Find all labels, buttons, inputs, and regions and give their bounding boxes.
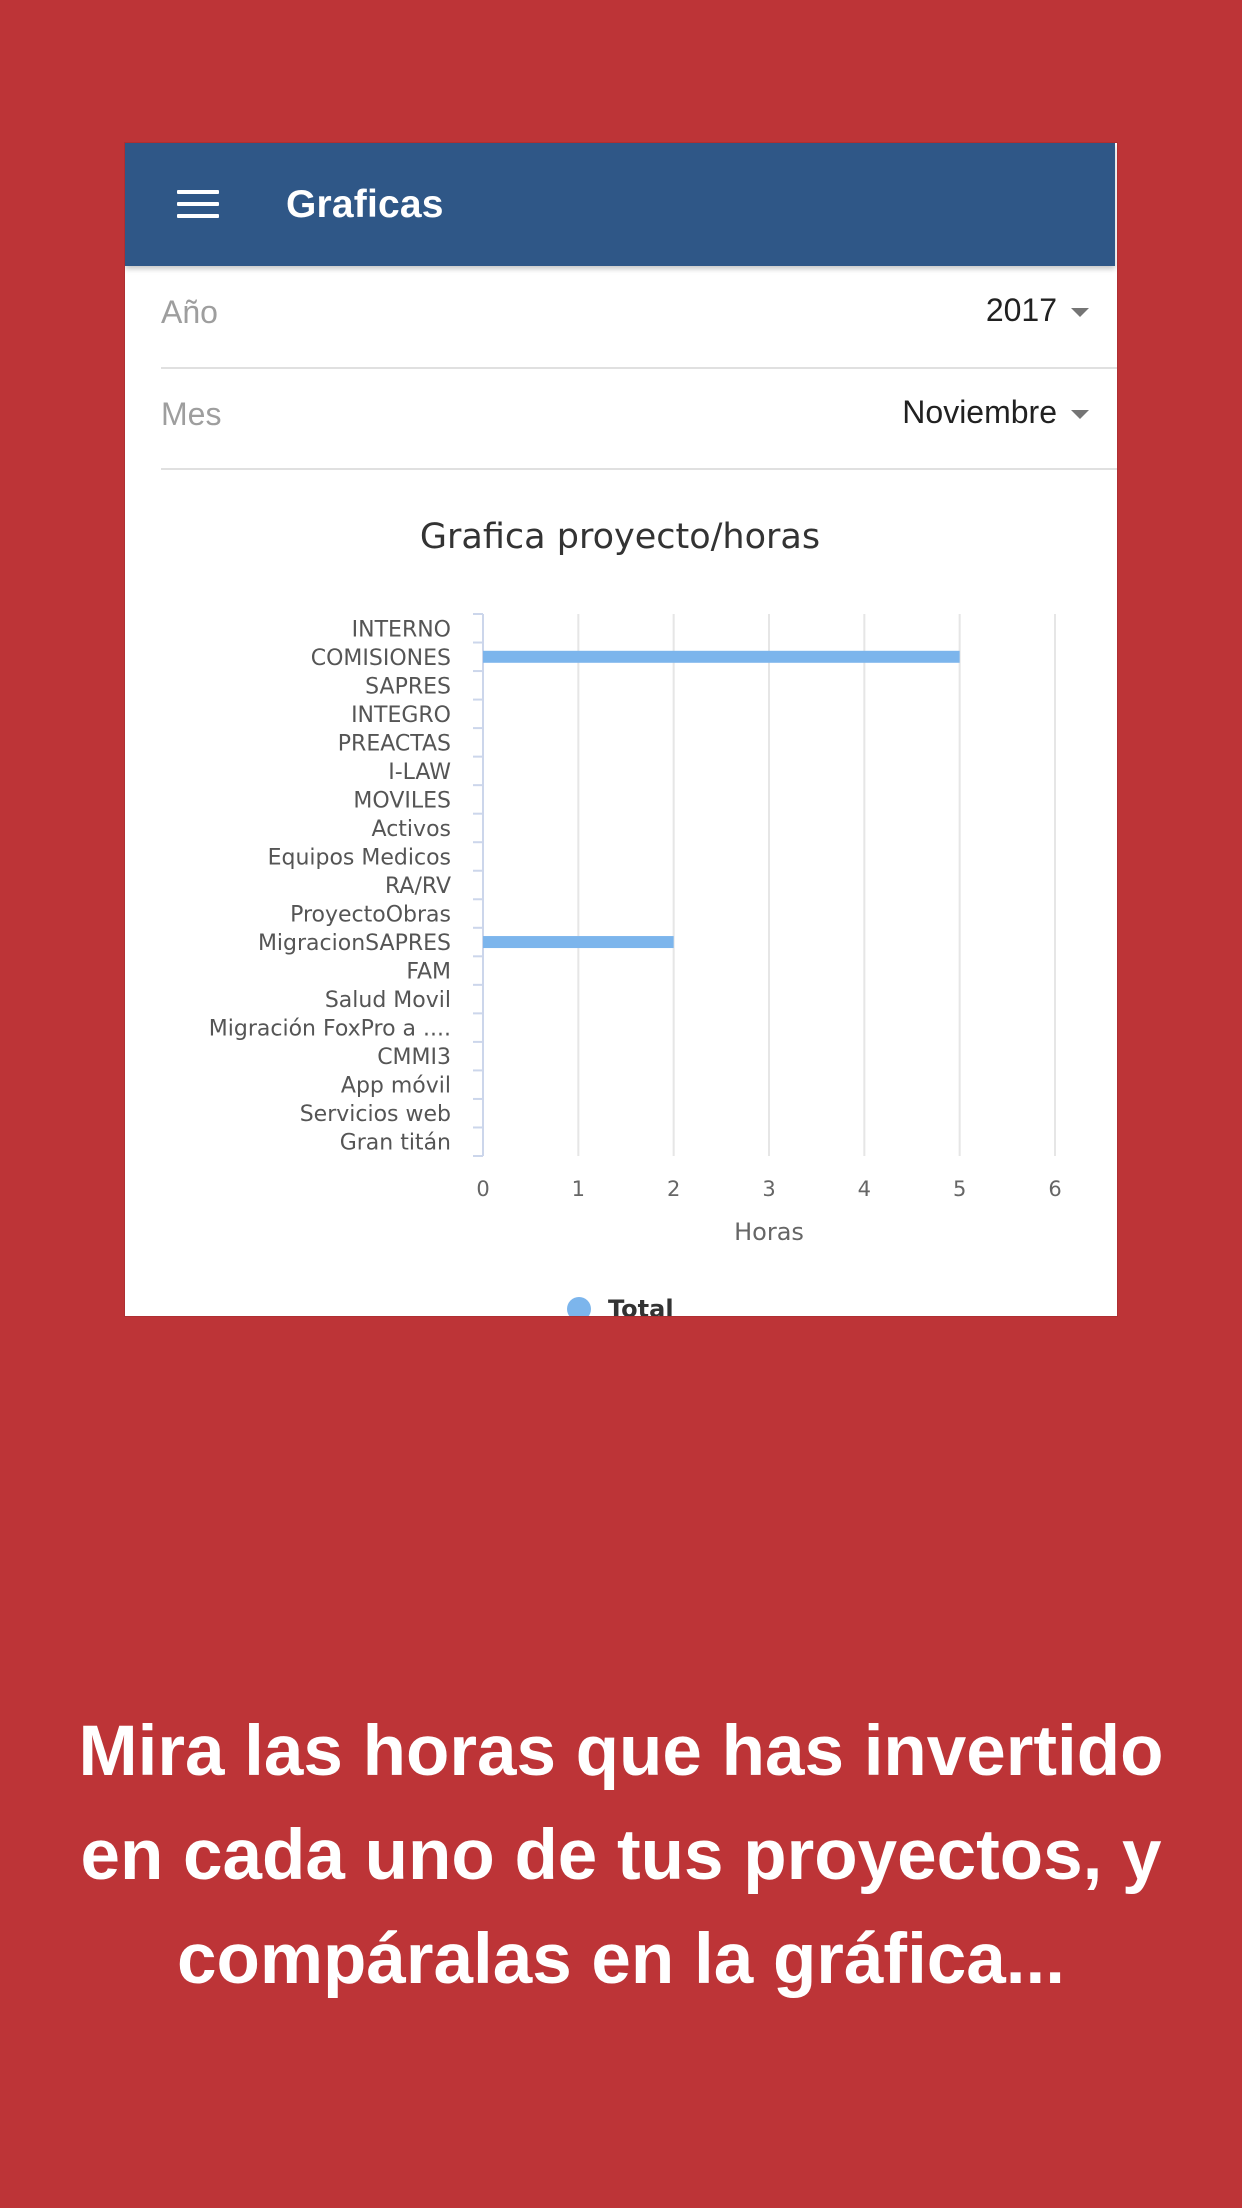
y-tick-label: FAM	[406, 959, 451, 985]
x-axis-label: Horas	[734, 1218, 804, 1246]
y-tick-label: App móvil	[340, 1073, 451, 1099]
x-tick-label: 5	[952, 1177, 967, 1201]
y-tick-label: MigracionSAPRES	[257, 931, 451, 957]
year-label: Año	[161, 294, 218, 330]
legend-label: Total	[608, 1295, 674, 1316]
chart-title: Grafica proyecto/horas	[419, 517, 821, 557]
phone-screen	[125, 143, 1117, 1316]
x-tick-label: 1	[571, 1177, 586, 1201]
y-tick-label: Gran titán	[339, 1130, 451, 1156]
y-tick-label: Servicios web	[299, 1102, 451, 1128]
x-tick-label: 6	[1048, 1177, 1062, 1201]
y-tick-label: Salud Movil	[324, 988, 451, 1014]
y-tick-label: SAPRES	[365, 674, 451, 700]
x-tick-label: 3	[762, 1177, 776, 1201]
y-tick-label: Equipos Medicos	[267, 845, 451, 871]
y-tick-label: INTERNO	[351, 617, 451, 643]
y-tick-label: COMISIONES	[310, 645, 451, 671]
month-label: Mes	[161, 396, 222, 432]
y-tick-label: CMMI3	[377, 1045, 451, 1071]
app-title: Graficas	[286, 183, 444, 226]
promo-caption: Mira las horas que has invertido en cada uno de tus proyectos, y compáralas en la gráfica...	[78, 1712, 1164, 1999]
bar	[483, 651, 960, 663]
bar	[483, 936, 674, 948]
x-tick-label: 0	[476, 1177, 490, 1201]
x-tick-label: 2	[666, 1177, 681, 1201]
month-value: Noviembre	[902, 394, 1057, 430]
y-tick-label: ProyectoObras	[290, 902, 451, 928]
y-tick-label: INTEGRO	[351, 702, 451, 728]
bar-chart	[125, 143, 1117, 1316]
y-tick-label: I-LAW	[388, 759, 451, 785]
y-tick-label: PREACTAS	[337, 731, 451, 757]
legend-marker	[567, 1297, 591, 1316]
y-tick-label: Migración FoxPro a ....	[208, 1016, 451, 1042]
y-tick-label: MOVILES	[353, 788, 451, 814]
year-value: 2017	[985, 292, 1057, 328]
y-tick-label: Activos	[371, 816, 451, 842]
x-tick-label: 4	[857, 1177, 872, 1201]
y-tick-label: RA/RV	[385, 874, 451, 899]
